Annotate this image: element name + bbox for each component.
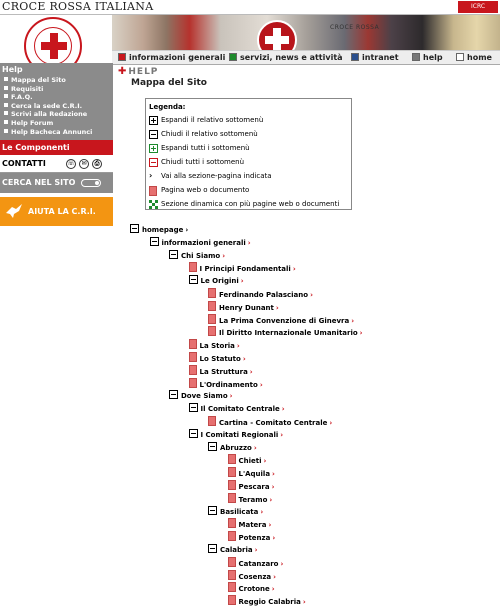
bullet-icon: [4, 103, 8, 107]
nav-square-icon: [412, 53, 420, 61]
collapse-all-icon: [149, 158, 158, 167]
nav-help[interactable]: [412, 52, 443, 63]
nav-label: home: [467, 53, 492, 62]
legend-label: Chiudi tutti i sottomenù: [161, 158, 245, 166]
tree-node-label[interactable]: I Comitati Regionali: [200, 430, 279, 439]
legend-row-document: [149, 183, 348, 197]
legend-label: Sezione dinamica con più pagine web o documenti: [161, 200, 340, 208]
tree-node-label[interactable]: Henry Dunant: [219, 303, 274, 312]
legend-label: Espandi il relativo sottomenù: [161, 116, 264, 124]
expand-all-icon: [149, 144, 158, 153]
bullet-icon: [4, 94, 8, 98]
mail-icon[interactable]: ✉: [79, 159, 89, 169]
legend-row-collapse: [149, 127, 348, 141]
tree-node-label[interactable]: Dove Siamo: [181, 392, 228, 401]
fax-icon[interactable]: ⎙: [92, 159, 102, 169]
tree-node[interactable]: [189, 262, 296, 274]
sidebar-link-label: Requisiti: [11, 84, 44, 93]
chevron-right-icon[interactable]: ›: [253, 443, 257, 452]
chevron-right-icon[interactable]: ›: [351, 316, 355, 325]
tree-node[interactable]: [208, 506, 263, 518]
tree-node-label[interactable]: Il Comitato Centrale: [200, 405, 280, 414]
main-navigation: [112, 50, 500, 65]
nav-square-icon: [351, 53, 359, 61]
tree-node[interactable]: [150, 237, 251, 249]
tree-node-label[interactable]: L'Ordinamento: [199, 380, 258, 389]
sidebar-link-label: Help Bacheca Annunci: [11, 127, 93, 136]
tree-node[interactable]: [208, 314, 354, 326]
contatti-label: CONTATTI: [2, 159, 46, 168]
chevron-right-icon[interactable]: ›: [260, 507, 264, 516]
tree-node-label[interactable]: L'Aquila: [238, 470, 271, 479]
nav-square-icon: [118, 53, 126, 61]
bullet-icon: [4, 111, 8, 115]
document-icon[interactable]: [189, 365, 197, 375]
tree-node[interactable]: [228, 467, 275, 479]
document-icon[interactable]: [189, 339, 197, 349]
tree-node[interactable]: [208, 288, 313, 300]
tree-node-label[interactable]: Matera: [238, 521, 267, 530]
tree-node[interactable]: [228, 595, 306, 607]
tree-node-label[interactable]: Il Diritto Internazionale Umanitario: [219, 329, 358, 338]
red-cross-plus-icon: ✚: [118, 66, 127, 77]
chevron-right-icon[interactable]: ›: [272, 470, 275, 479]
tree-node[interactable]: [208, 326, 363, 338]
tree-node[interactable]: [228, 557, 284, 569]
legend-row-expand-all: [149, 141, 348, 155]
tree-node[interactable]: [228, 454, 267, 466]
tree-node-label[interactable]: Catanzaro: [238, 559, 279, 568]
legend-title: Legenda:: [149, 103, 186, 111]
legend-label: Espandi tutti i sottomenù: [161, 144, 250, 152]
sidebar-link-bacheca[interactable]: [0, 128, 113, 137]
tree-node[interactable]: [189, 378, 263, 390]
tree-node-label[interactable]: Le Origini: [200, 277, 239, 286]
nav-intranet[interactable]: [351, 52, 399, 63]
tree-node[interactable]: [189, 339, 240, 351]
chevron-right-icon[interactable]: ›: [359, 329, 363, 338]
sidebar-link-label: Mappa del Sito: [11, 76, 66, 84]
tree-node[interactable]: [189, 365, 253, 377]
sidebar: [0, 63, 113, 226]
legend-row-dynamic: [149, 197, 348, 211]
nav-home[interactable]: [456, 52, 492, 63]
bullet-icon: [4, 120, 8, 124]
sidebar-link-label: F.A.Q.: [11, 93, 33, 102]
section-heading: [118, 66, 158, 77]
document-icon[interactable]: [208, 314, 216, 324]
contatti-row: [0, 155, 113, 173]
chevron-right-icon[interactable]: ›: [236, 342, 240, 351]
tree-node-label[interactable]: Cartina - Comitato Centrale: [219, 419, 328, 427]
document-icon[interactable]: [228, 454, 236, 464]
tree-node-label[interactable]: Cosenza: [238, 572, 272, 581]
aiuta-la-cri-button[interactable]: [0, 197, 113, 226]
document-icon[interactable]: [208, 416, 216, 426]
nav-servizi-news[interactable]: [229, 52, 343, 63]
sidebar-link-mappa[interactable]: [0, 76, 113, 85]
chevron-right-icon[interactable]: ›: [281, 405, 285, 414]
tree-node-label[interactable]: Ferdinando Palasciano: [219, 291, 309, 299]
chevron-right-icon[interactable]: ›: [229, 392, 233, 401]
tree-node-label[interactable]: Calabria: [220, 546, 253, 554]
sidebar-link-requisiti[interactable]: [0, 85, 113, 94]
search-toggle-icon[interactable]: [81, 179, 101, 187]
tree-node[interactable]: [228, 582, 275, 594]
collapse-icon[interactable]: [189, 275, 198, 284]
tree-node-label[interactable]: Pescara: [238, 483, 270, 491]
document-icon[interactable]: [228, 570, 236, 580]
nav-square-icon: [229, 53, 237, 61]
chevron-right-icon[interactable]: ›: [185, 226, 189, 234]
chevron-right-icon[interactable]: ›: [292, 265, 296, 274]
bullet-icon: [4, 77, 8, 81]
sidebar-link-label: Help Forum: [11, 118, 54, 127]
tree-node-label[interactable]: Chi Siamo: [181, 251, 221, 260]
collapse-icon: [149, 130, 158, 139]
chevron-right-icon[interactable]: ›: [271, 483, 275, 491]
bullet-icon: [4, 129, 8, 133]
collapse-icon[interactable]: [208, 442, 217, 451]
legend-row-expand: [149, 113, 348, 127]
le-componenti-link[interactable]: Le Componenti: [0, 140, 113, 155]
collapse-icon[interactable]: [150, 237, 159, 246]
document-icon[interactable]: [208, 288, 216, 298]
document-icon[interactable]: [228, 595, 236, 605]
collapse-icon[interactable]: [189, 429, 198, 438]
chevron-right-icon[interactable]: ›: [263, 457, 267, 466]
collapse-icon[interactable]: [208, 506, 217, 515]
tree-node[interactable]: [208, 442, 257, 454]
tree-node-label[interactable]: Crotone: [238, 585, 270, 594]
tree-node[interactable]: [228, 493, 273, 505]
tree-node-label[interactable]: Reggio Calabria: [238, 598, 301, 607]
sidebar-link-faq[interactable]: [0, 93, 113, 102]
document-icon[interactable]: [228, 557, 236, 567]
chevron-right-icon[interactable]: ›: [240, 277, 244, 286]
chevron-right-icon[interactable]: ›: [273, 572, 277, 581]
tree-node[interactable]: [208, 301, 279, 313]
chevron-right-icon: ›: [149, 171, 153, 180]
cerca-nel-sito-row[interactable]: [0, 173, 113, 193]
icrc-badge: ICRC: [458, 1, 498, 13]
chevron-right-icon[interactable]: ›: [254, 546, 258, 554]
tree-node[interactable]: [228, 518, 272, 530]
chevron-right-icon[interactable]: ›: [249, 367, 253, 376]
tree-node[interactable]: [208, 416, 332, 428]
tree-node-label[interactable]: La Storia: [199, 342, 235, 351]
nav-informazioni-generali[interactable]: [118, 52, 225, 63]
chevron-right-icon[interactable]: ›: [222, 251, 226, 260]
chevron-right-icon[interactable]: ›: [275, 303, 279, 312]
collapse-icon[interactable]: [169, 390, 178, 399]
bullet-icon: [4, 86, 8, 90]
dove-icon: [4, 201, 24, 221]
chevron-right-icon[interactable]: ›: [247, 238, 251, 247]
tree-node-label[interactable]: La Prima Convenzione di Ginevra: [219, 316, 350, 325]
tree-node[interactable]: [189, 352, 246, 364]
tree-node[interactable]: [189, 275, 244, 287]
tree-node-label[interactable]: Potenza: [238, 534, 271, 543]
chevron-right-icon[interactable]: ›: [280, 559, 284, 568]
chevron-right-icon[interactable]: ›: [329, 419, 333, 427]
help-panel-title: Help: [2, 65, 23, 74]
tree-node[interactable]: [228, 570, 277, 582]
chevron-right-icon[interactable]: ›: [302, 598, 306, 607]
top-band: [0, 0, 500, 15]
nav-square-icon: [456, 53, 464, 61]
legend-box: [145, 98, 352, 210]
legend-label: Vai alla sezione-pagina indicata: [161, 172, 272, 180]
nav-label: help: [423, 53, 443, 62]
collapse-icon[interactable]: [208, 544, 217, 553]
chevron-right-icon[interactable]: ›: [242, 355, 246, 363]
nav-label: servizi, news e attività: [240, 53, 343, 62]
nav-label: intranet: [362, 53, 399, 62]
document-icon[interactable]: [208, 326, 216, 336]
tree-node-label[interactable]: homepage: [142, 226, 184, 234]
document-icon[interactable]: [228, 518, 236, 528]
document-icon[interactable]: [228, 582, 236, 592]
tree-node[interactable]: [228, 480, 275, 492]
document-icon[interactable]: [189, 262, 197, 272]
tree-node[interactable]: [169, 390, 233, 402]
tree-node-label[interactable]: I Principi Fondamentali: [199, 265, 291, 274]
sidebar-link-forum[interactable]: [0, 119, 113, 128]
tree-node[interactable]: [189, 403, 285, 415]
expand-icon: [149, 116, 158, 125]
document-icon: [149, 186, 157, 196]
collapse-icon[interactable]: [189, 403, 198, 412]
phone-icon[interactable]: ☏: [67, 160, 75, 167]
chevron-right-icon[interactable]: ›: [272, 534, 276, 543]
section-heading-text: HELP: [128, 67, 159, 77]
sidebar-link-cerca-sede[interactable]: [0, 102, 113, 111]
tree-node[interactable]: [228, 531, 276, 543]
tree-node-label[interactable]: Abruzzo: [220, 443, 252, 452]
tree-node[interactable]: [169, 250, 225, 262]
help-panel: [0, 63, 113, 140]
document-icon[interactable]: [208, 301, 216, 311]
page-title: Mappa del Sito: [131, 78, 207, 88]
document-icon[interactable]: [228, 531, 236, 541]
collapse-icon[interactable]: [169, 250, 178, 259]
nav-label: informazioni generali: [129, 53, 226, 62]
aiuta-label: AIUTA LA C.R.I.: [28, 207, 96, 216]
tree-node[interactable]: [208, 544, 257, 556]
dynamic-section-icon: [149, 200, 158, 209]
chevron-right-icon[interactable]: ›: [268, 521, 272, 530]
legend-label: Chiudi il relativo sottomenù: [161, 130, 258, 138]
sidebar-link-label: Cerca la sede C.R.I.: [11, 101, 83, 110]
sidebar-link-label: Scrivi alla Redazione: [11, 110, 88, 119]
collapse-icon[interactable]: [130, 224, 139, 233]
chevron-right-icon[interactable]: ›: [269, 495, 273, 504]
chevron-right-icon[interactable]: ›: [259, 380, 263, 389]
document-icon[interactable]: [189, 378, 197, 388]
legend-label: Pagina web o documento: [161, 186, 250, 194]
legend-row-chevron: [149, 169, 348, 183]
cerca-label: CERCA NEL SITO: [2, 178, 76, 187]
chevron-right-icon[interactable]: ›: [271, 585, 275, 594]
sidebar-link-scrivi[interactable]: [0, 110, 113, 119]
chevron-right-icon[interactable]: ›: [280, 430, 284, 439]
tree-node[interactable]: [189, 429, 284, 441]
chevron-right-icon[interactable]: ›: [310, 291, 313, 299]
photo-caption: CROCE ROSSA: [330, 24, 380, 31]
tree-node-label[interactable]: Lo Statuto: [199, 355, 241, 363]
tree-node-label[interactable]: Teramo: [238, 495, 268, 504]
tree-node-label[interactable]: La Struttura: [199, 367, 248, 376]
tree-node-label[interactable]: Chieti: [238, 457, 262, 466]
document-icon[interactable]: [228, 480, 236, 490]
tree-node-label[interactable]: Basilicata: [220, 507, 259, 516]
site-title: CROCE ROSSA ITALIANA: [2, 0, 154, 13]
document-icon[interactable]: [228, 493, 236, 503]
tree-node-label[interactable]: informazioni generali: [161, 238, 246, 247]
tree-node[interactable]: [130, 224, 188, 236]
legend-row-collapse-all: [149, 155, 348, 169]
document-icon[interactable]: [189, 352, 197, 362]
document-icon[interactable]: [228, 467, 236, 477]
